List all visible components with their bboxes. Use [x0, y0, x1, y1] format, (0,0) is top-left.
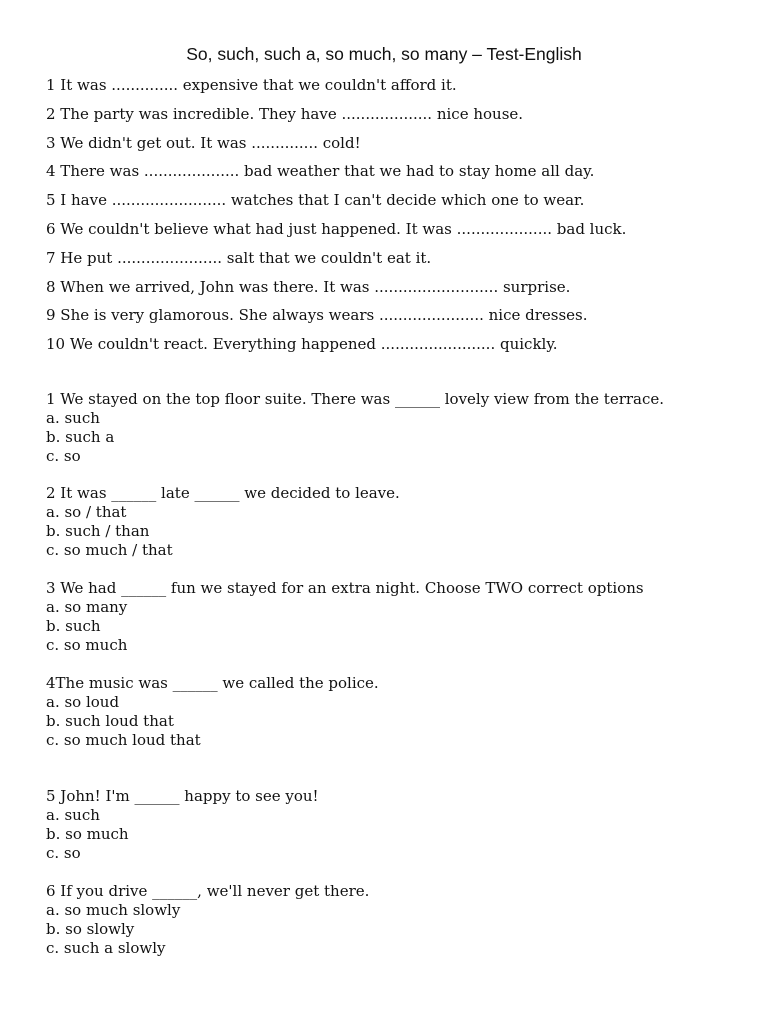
- answer-option: b. so much: [46, 825, 129, 843]
- answer-option: b. so slowly: [46, 920, 135, 938]
- fill-in-item: 4 There was .................... bad weather that we had to stay home all day.: [46, 162, 595, 181]
- question-text: 2 It was ______ late ______ we decided to leave.: [46, 484, 400, 502]
- answer-option: c. such a slowly: [46, 939, 166, 957]
- answer-option: c. so: [46, 844, 81, 862]
- question-text: 6 If you drive ______, we'll never get there.: [46, 882, 370, 900]
- multiple-choice-question: [46, 579, 644, 655]
- answer-option: a. so much slowly: [46, 901, 181, 919]
- fill-in-item: 3 We didn't get out. It was .............. cold!: [46, 133, 361, 152]
- multiple-choice-question: [46, 787, 319, 863]
- page-title: So, such, such a, so much, so many – Test-English: [186, 44, 582, 64]
- answer-option: c. so much loud that: [46, 731, 201, 749]
- multiple-choice-question: [46, 484, 400, 560]
- answer-option: a. so many: [46, 598, 128, 616]
- answer-option: a. so loud: [46, 693, 120, 711]
- answer-option: a. so / that: [46, 503, 127, 521]
- answer-option: c. so much: [46, 636, 128, 654]
- question-text: 4The music was ______ we called the police.: [46, 674, 379, 692]
- fill-in-item: 1 It was .............. expensive that we couldn't afford it.: [46, 76, 457, 94]
- fill-in-item: 5 I have ........................ watches that I can't decide which one to wear.: [46, 191, 585, 210]
- answer-option: b. such a: [46, 428, 115, 446]
- answer-option: b. such loud that: [46, 712, 174, 730]
- question-text: 1 We stayed on the top floor suite. There was ______ lovely view from the terrace.: [46, 390, 665, 408]
- answer-option: c. so: [46, 447, 81, 465]
- fill-in-item: 10 We couldn't react. Everything happened ........................ quickly.: [46, 335, 558, 354]
- fill-in-item: 2 The party was incredible. They have ................... nice house.: [46, 104, 524, 123]
- multiple-choice-question: [46, 674, 379, 750]
- multiple-choice-question: [46, 390, 664, 466]
- answer-option: a. such: [46, 409, 100, 427]
- multiple-choice-question: [46, 882, 369, 958]
- answer-option: a. such: [46, 806, 100, 824]
- answer-option: c. so much / that: [46, 541, 173, 559]
- fill-in-item: 7 He put ...................... salt that we couldn't eat it.: [46, 248, 432, 267]
- fill-in-section: [46, 75, 626, 363]
- fill-in-item: 9 She is very glamorous. She always wears ...................... nice dresses.: [46, 306, 588, 325]
- question-text: 3 We had ______ fun we stayed for an extra night. Choose TWO correct options: [46, 579, 644, 597]
- answer-option: b. such: [46, 617, 101, 635]
- question-text: 5 John! I'm ______ happy to see you!: [46, 787, 319, 805]
- fill-in-item: 8 When we arrived, John was there. It was .......................... surprise.: [46, 277, 571, 296]
- fill-in-item: 6 We couldn't believe what had just happened. It was .................... bad luck.: [46, 219, 627, 238]
- answer-option: b. such / than: [46, 522, 150, 540]
